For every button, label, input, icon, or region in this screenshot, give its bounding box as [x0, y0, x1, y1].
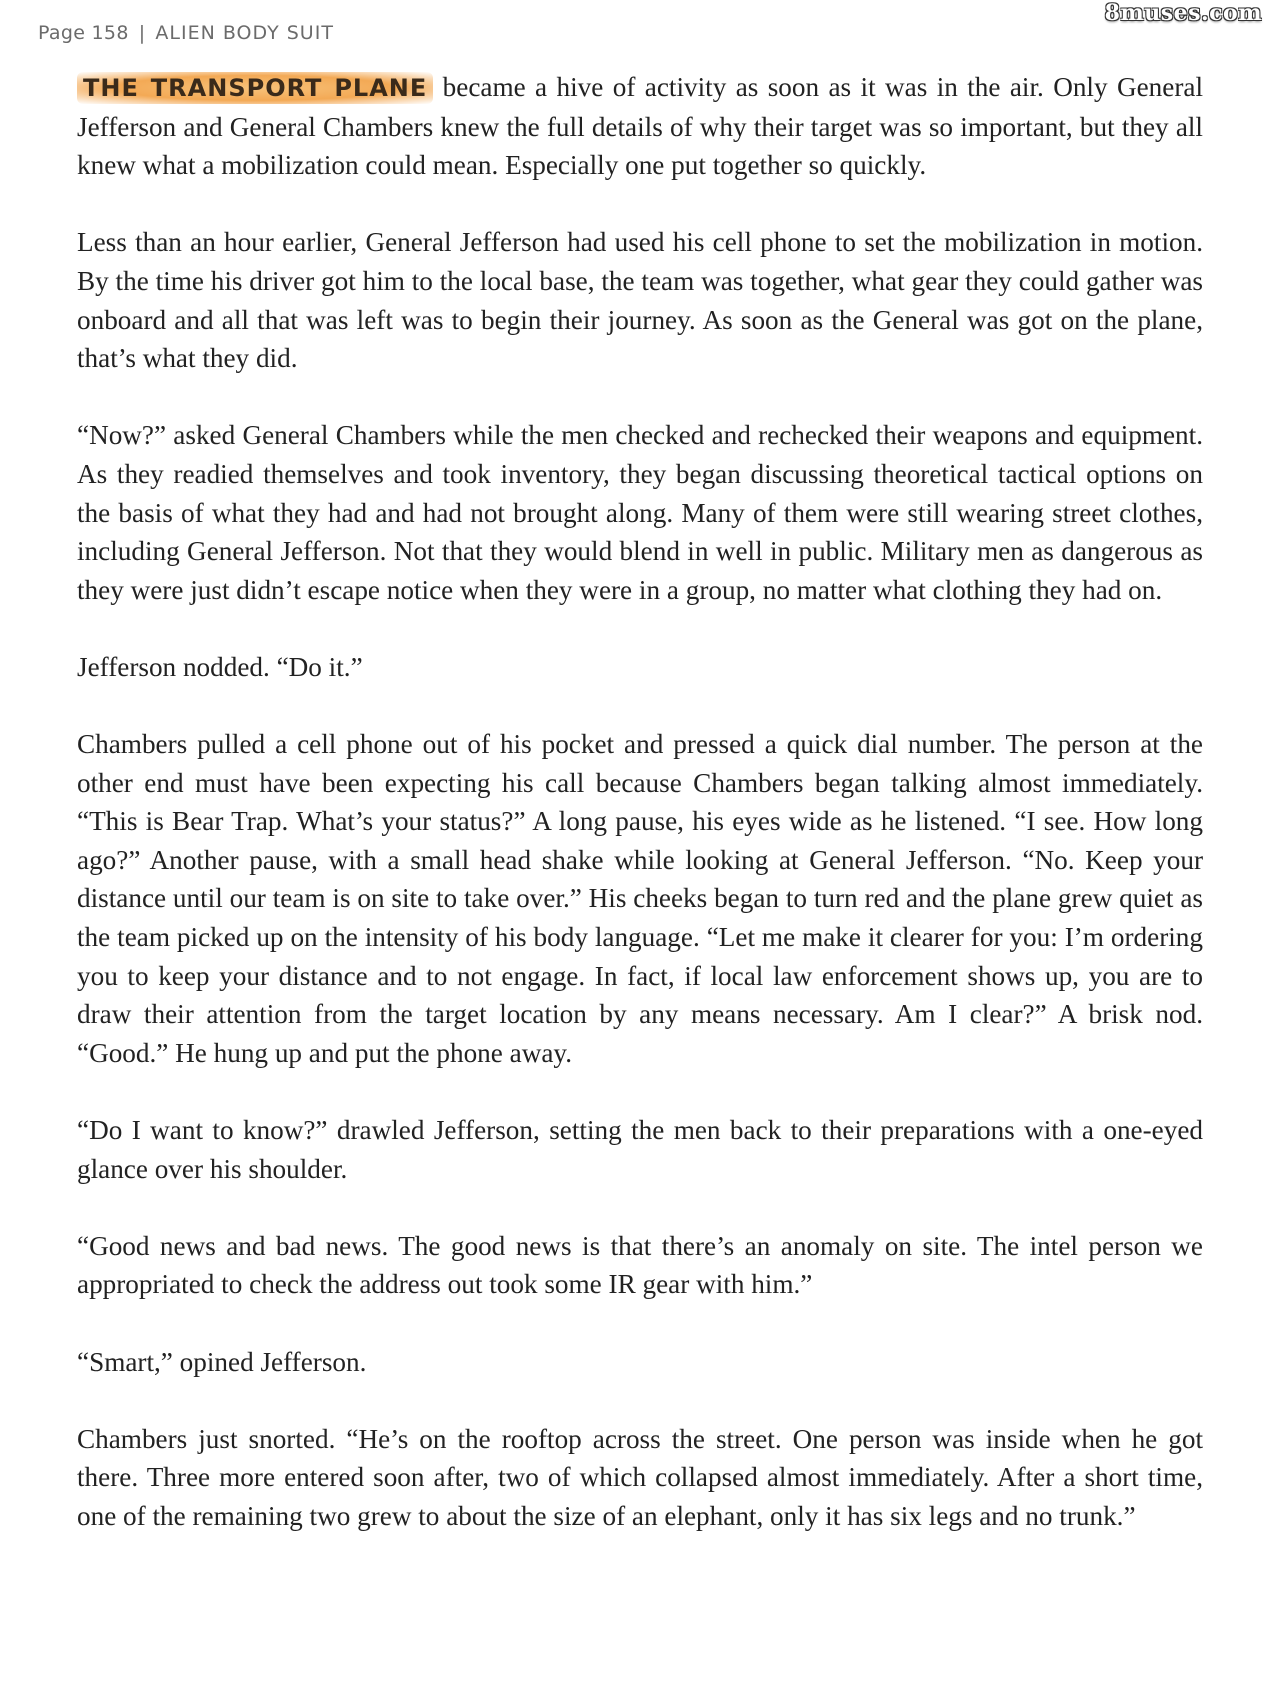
paragraph: Chambers pulled a cell phone out of his pocket and pressed a quick dial number. The person at the other end must have been expecting his call because Chambers began talking almost immediately. “This is Bear Trap. What’s your status?” A long pause, his eyes wide as he listened. “I see. How long ago?” Another pause, with a small head shake while looking at General Jefferson. “No. Keep your distance until our team is on site to take over.” His cheeks began to turn red and the plane grew quiet as the team picked up on the intensity of his body language. “Let me make it clearer for you: I’m ordering you to keep your distance and to not engage. In fact, if local law enforcement shows up, you are to draw their attention from the target location by any means necessary. Am I clear?” A brisk nod. “Good.” He hung up and put the phone away.: [77, 729, 1203, 1068]
paragraph: “Smart,” opined Jefferson.: [77, 1346, 367, 1377]
paragraph: Jefferson nodded. “Do it.”: [77, 651, 363, 682]
running-header: [38, 22, 334, 44]
article-body: [77, 68, 1203, 1574]
paragraph: “Now?” asked General Chambers while the men checked and rechecked their weapons and equipment. As they readied themselves and took inventory, they began discussing theoretical tactical options on the basis of what they had and had not brought along. Many of them were still wearing street clothes, including General Jefferson. Not that they would blend in well in public. Military men as dangerous as they were just didn’t escape notice when they were in a group, no matter what clothing they had on.: [77, 420, 1203, 605]
paragraph-text: became a hive of activity as soon as it was in the air. Only General Jefferson and General Chambers knew the full details of why their target was so important, but they all knew what a mobilization could mean. Especially one put together so quickly.: [77, 72, 1204, 181]
paragraph: Chambers just snorted. “He’s on the rooftop across the street. One person was inside when he got there. Three more entered soon after, two of which collapsed almost immediately. After a short time, one of the remaining two grew to about the size of an elephant, only it has six legs and no trunk.”: [77, 1423, 1203, 1531]
header-separator: |: [138, 22, 146, 44]
lead-in-highlight: THE TRANSPORT PLANE: [77, 72, 433, 104]
page-number: Page 158: [38, 22, 129, 44]
paragraph: “Do I want to know?” drawled Jefferson, setting the men back to their preparations with a one-eyed glance over his shoulder.: [77, 1115, 1203, 1184]
paragraph: [77, 68, 1203, 185]
site-watermark: 8muses.com: [1104, 0, 1262, 26]
book-title: ALIEN BODY SUIT: [155, 22, 334, 44]
paragraph: “Good news and bad news. The good news is that there’s an anomaly on site. The intel person we appropriated to check the address out took some IR gear with him.”: [77, 1230, 1203, 1300]
paragraph: Less than an hour earlier, General Jefferson had used his cell phone to set the mobilization in motion. By the time his driver got him to the local base, the team was together, what gear they could gather was onboard and all that was left was to begin their journey. As soon as the General was got on the plane, that’s what they did.: [77, 227, 1203, 374]
